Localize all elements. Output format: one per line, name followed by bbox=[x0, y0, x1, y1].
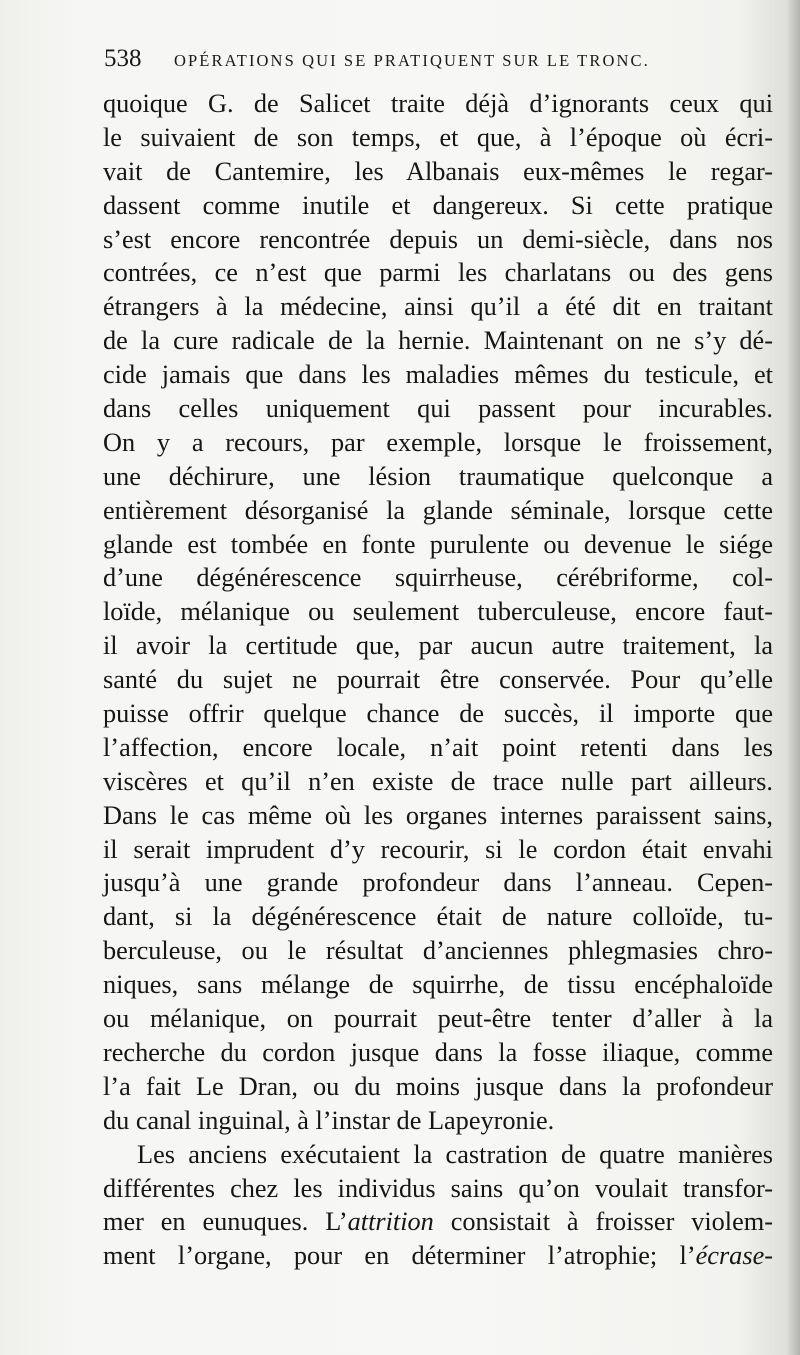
text-line: le suivaient de son temps, et que, à l’époque où écri- bbox=[103, 122, 773, 152]
text-line: du canal inguinal, à l’instar de Lapeyronie. bbox=[103, 1105, 555, 1135]
text-line: recherche du cordon jusque dans la fosse iliaque, comme bbox=[103, 1037, 773, 1067]
text-line: quoique G. de Salicet traite déjà d’ignorants ceux qui bbox=[103, 89, 773, 118]
text-line: On y a recours, par exemple, lorsque le froissement, bbox=[103, 427, 773, 457]
text-line: l’a fait Le Dran, ou du moins jusque dans la profondeur bbox=[103, 1071, 773, 1101]
text-line: entièrement désorganisé la glande séminale, lorsque cette bbox=[103, 495, 773, 525]
text-line bbox=[103, 1239, 773, 1273]
text-line: vait de Cantemire, les Albanais eux-mêmes le regar- bbox=[103, 156, 773, 186]
text-line: dassent comme inutile et dangereux. Si cette pratique bbox=[103, 190, 773, 220]
text-run: mer en eunuques. L’ bbox=[103, 1207, 348, 1237]
text-line: l’affection, encore locale, n’ait point retenti dans les bbox=[103, 732, 773, 762]
text-line: niques, sans mélange de squirrhe, de tissu encéphaloïde bbox=[103, 970, 773, 1000]
text-line: s’est encore rencontrée depuis un demi-siècle, dans nos bbox=[103, 224, 773, 254]
text-line: santé du sujet ne pourrait être conservée. Pour qu’elle bbox=[103, 665, 773, 695]
text-line: loïde, mélanique ou seulement tuberculeuse, encore faut- bbox=[103, 597, 773, 627]
page-number: 538 bbox=[104, 45, 142, 72]
text-line: cide jamais que dans les maladies mêmes du testicule, et bbox=[103, 360, 773, 390]
paragraph-2 bbox=[103, 1138, 773, 1274]
paragraph-1 bbox=[103, 87, 773, 1138]
text-line: dant, si la dégénérescence était de nature colloïde, tu- bbox=[103, 902, 773, 932]
text-line: dans celles uniquement qui passent pour incurables. bbox=[103, 394, 773, 424]
running-title: OPÉRATIONS QUI SE PRATIQUENT SUR LE TRONC. bbox=[174, 51, 650, 70]
text-line: étrangers à la médecine, ainsi qu’il a été dit en traitant bbox=[103, 292, 773, 322]
text-line: une déchirure, une lésion traumatique quelconque a bbox=[103, 461, 773, 491]
text-run: consistait à froisser violem- bbox=[433, 1207, 773, 1237]
text-line: glande est tombée en fonte purulente ou devenue le siége bbox=[103, 529, 773, 559]
text-line: il serait imprudent d’y recourir, si le cordon était envahi bbox=[103, 834, 773, 864]
text-line: puisse offrir quelque chance de succès, il importe que bbox=[103, 699, 773, 729]
text-line: différentes chez les individus sains qu’on voulait transfor- bbox=[103, 1173, 773, 1203]
text-line: ou mélanique, on pourrait peut-être tenter d’aller à la bbox=[103, 1004, 773, 1034]
text-line: d’une dégénérescence squirrheuse, cérébriforme, col- bbox=[103, 563, 773, 593]
text-line: berculeuse, ou le résultat d’anciennes phlegmasies chro- bbox=[103, 936, 773, 966]
body-text bbox=[103, 87, 773, 1273]
text-line: il avoir la certitude que, par aucun autre traitement, la bbox=[103, 631, 773, 661]
text-line: contrées, ce n’est que parmi les charlatans ou des gens bbox=[103, 258, 773, 288]
text-line: viscères et qu’il n’en existe de trace nulle part ailleurs. bbox=[103, 766, 773, 796]
text-run: ment l’organe, pour en déterminer l’atrophie; l’ bbox=[103, 1241, 696, 1271]
italic-term: attrition bbox=[347, 1207, 434, 1237]
text-line: jusqu’à une grande profondeur dans l’anneau. Cepen- bbox=[103, 868, 773, 898]
text-line: Dans le cas même où les organes internes paraissent sains, bbox=[103, 800, 773, 830]
page-edge-shadow bbox=[786, 0, 800, 1355]
text-line: Les anciens exécutaient la castration de quatre manières bbox=[137, 1139, 773, 1169]
text-line: de la cure radicale de la hernie. Maintenant on ne s’y dé- bbox=[103, 326, 773, 356]
italic-term: écrase- bbox=[695, 1241, 773, 1271]
text-line bbox=[103, 1205, 773, 1239]
running-head bbox=[104, 44, 744, 78]
